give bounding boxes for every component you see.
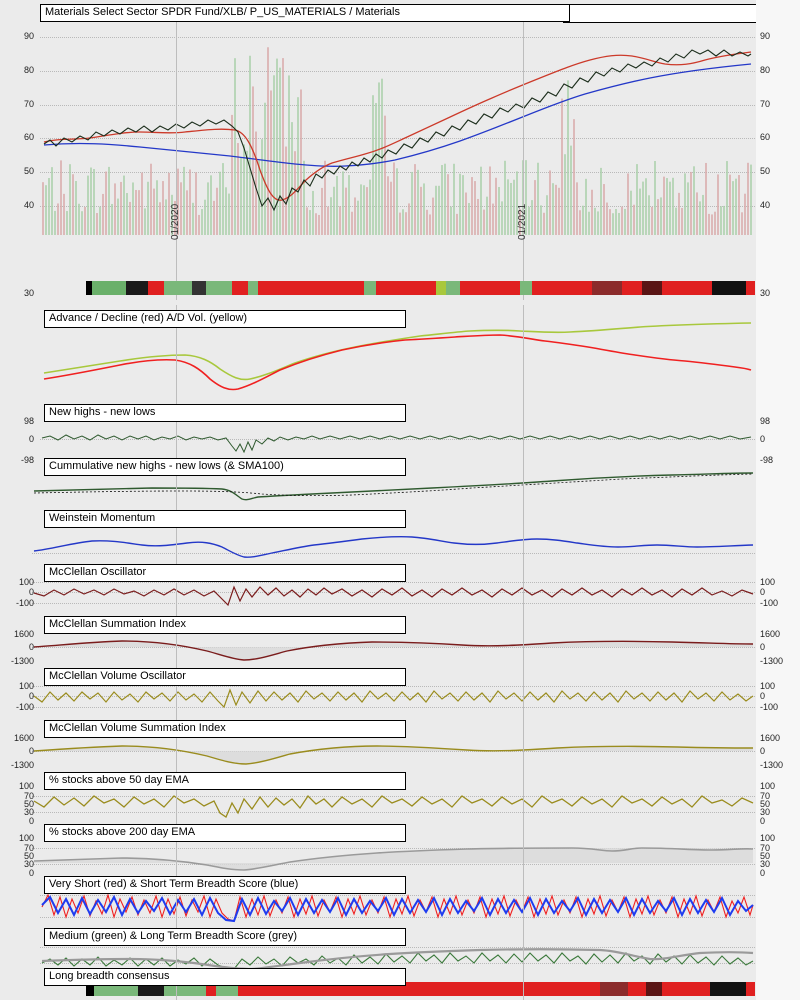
pct-above-200ema-title: % stocks above 200 day EMA: [44, 824, 406, 842]
price-ytick-right-50: 50: [760, 166, 771, 176]
new-highs-new-lows-title: New highs - new lows: [44, 404, 406, 422]
mvo-ytick-right-0: 0: [760, 691, 766, 701]
p200-ytick-right-100: 100: [760, 833, 776, 843]
mvsi-ytick-left-0: 0: [28, 746, 34, 756]
price-ytick-left-40: 40: [23, 200, 34, 210]
top-right-white-strip: [563, 4, 757, 23]
mvo-vline-2021: [523, 665, 524, 717]
msi-ytick-left-1600: 1600: [13, 629, 34, 639]
long-breadth-consensus-title: Long breadth consensus: [44, 968, 406, 986]
cumulative-nhnl-panel: [0, 455, 800, 507]
price-ytick-left-70: 70: [23, 99, 34, 109]
mcclellan-oscillator-title: McClellan Oscillator: [44, 564, 406, 582]
vs-vline-2021: [523, 873, 524, 925]
p200-ytick-left-50: 50: [23, 851, 34, 861]
price-ytick-left-80: 80: [23, 65, 34, 75]
msi-ytick-right-1600: 1600: [760, 629, 781, 639]
nhnl-ytick-right-neg98: -98: [760, 455, 774, 465]
price-ytick-left-90: 90: [23, 31, 34, 41]
p50-ytick-left-30: 30: [23, 807, 34, 817]
price-vline-2020: [176, 20, 177, 300]
mo-ytick-right-100: 100: [760, 577, 776, 587]
price-vline-2021: [523, 20, 524, 300]
nhnl-ytick-right-0: 0: [760, 434, 766, 444]
mo-ytick-right-neg100: -100: [760, 598, 779, 608]
mvsi-ytick-left-neg1300: -1300: [10, 760, 34, 770]
price-ytick-right-90: 90: [760, 31, 771, 41]
price-ytick-right-40: 40: [760, 200, 771, 210]
nhnl-ytick-left-0: 0: [28, 434, 34, 444]
date-label-2021: 01/2021: [517, 203, 528, 240]
p50-vline-2021: [523, 769, 524, 821]
weinstein-vline-2021: [523, 507, 524, 561]
pct-above-50ema-panel: [0, 769, 800, 826]
nhnl-ytick-left-neg98: -98: [20, 455, 34, 465]
p200-ytick-right-30: 30: [760, 859, 771, 869]
ad-vline-2021: [523, 305, 524, 400]
mvo-ytick-left-0: 0: [28, 691, 34, 701]
new-highs-new-lows-svg: [40, 418, 755, 454]
p50-ytick-left-0: 0: [28, 816, 34, 826]
mcclellan-summation-panel: [0, 613, 800, 665]
p200-ytick-left-100: 100: [18, 833, 34, 843]
p200-ytick-right-70: 70: [760, 843, 771, 853]
pct-above-200ema-panel: [0, 821, 800, 878]
breadth-strip-panel: [0, 278, 800, 300]
p50-ytick-right-70: 70: [760, 791, 771, 801]
mvsi-ytick-right-0: 0: [760, 746, 766, 756]
cumulative-nhnl-title: Cummulative new highs - new lows (& SMA100): [44, 458, 406, 476]
price-ytick-right-70: 70: [760, 99, 771, 109]
nhnl-vline-2021: [523, 400, 524, 455]
long-breadth-consensus-panel: [0, 966, 800, 1000]
weinstein-momentum-panel: [0, 507, 800, 561]
mvo-ytick-left-neg100: -100: [15, 702, 34, 712]
price-ytick-right-60: 60: [760, 132, 771, 142]
new-highs-new-lows-panel: [0, 400, 800, 465]
p200-ytick-left-70: 70: [23, 843, 34, 853]
breadth-strip-svg: [40, 278, 755, 298]
consensus-vline-2021: [523, 966, 524, 1000]
p200-ytick-left-0: 0: [28, 868, 34, 878]
mcclellan-oscillator-panel: [0, 561, 800, 613]
medium-long-breadth-title: Medium (green) & Long Term Breadth Score (grey): [44, 928, 406, 946]
p50-ytick-right-50: 50: [760, 799, 771, 809]
advance-decline-title: Advance / Decline (red) A/D Vol. (yellow): [44, 310, 406, 328]
msi-vline-2021: [523, 613, 524, 665]
p50-ytick-right-100: 100: [760, 781, 776, 791]
mvsi-ytick-left-1600: 1600: [13, 733, 34, 743]
mvo-ytick-left-100: 100: [18, 681, 34, 691]
mcclellan-volume-oscillator-title: McClellan Volume Oscillator: [44, 668, 406, 686]
msi-ytick-left-0: 0: [28, 642, 34, 652]
mo-vline-2021: [523, 561, 524, 613]
weinstein-momentum-title: Weinstein Momentum: [44, 510, 406, 528]
mvsi-ytick-right-1600: 1600: [760, 733, 781, 743]
price-ytick-right-80: 80: [760, 65, 771, 75]
chart-header-title: Materials Select Sector SPDR Fund/XLB/ P_US_MATERIALS / Materials: [40, 4, 570, 22]
p50-ytick-right-0: 0: [760, 816, 766, 826]
price-chart-svg: [40, 20, 755, 235]
p200-ytick-right-50: 50: [760, 851, 771, 861]
advance-decline-panel: [0, 305, 800, 400]
mo-ytick-left-100: 100: [18, 577, 34, 587]
mvsi-ytick-right-neg1300: -1300: [760, 760, 784, 770]
mvo-ytick-right-neg100: -100: [760, 702, 779, 712]
msi-ytick-left-neg1300: -1300: [10, 656, 34, 666]
nhnl-ytick-left-98: 98: [23, 416, 34, 426]
p200-ytick-left-30: 30: [23, 859, 34, 869]
very-short-short-breadth-panel: [0, 873, 800, 925]
msi-ytick-right-0: 0: [760, 642, 766, 652]
mo-ytick-right-0: 0: [760, 587, 766, 597]
p200-vline-2021: [523, 821, 524, 873]
mcclellan-summation-title: McClellan Summation Index: [44, 616, 406, 634]
mcclellan-volume-oscillator-panel: [0, 665, 800, 717]
very-short-short-breadth-title: Very Short (red) & Short Term Breadth Score (blue): [44, 876, 406, 894]
mo-ytick-left-0: 0: [28, 587, 34, 597]
mcclellan-volume-summation-panel: [0, 717, 800, 769]
mvsi-vline-2021: [523, 717, 524, 769]
p50-ytick-right-30: 30: [760, 807, 771, 817]
cumnhnl-vline-2021: [523, 455, 524, 507]
mvo-ytick-right-100: 100: [760, 681, 776, 691]
price-ytick-left-50: 50: [23, 166, 34, 176]
mcclellan-volume-summation-title: McClellan Volume Summation Index: [44, 720, 406, 738]
price-ytick-left-30: 30: [23, 288, 34, 298]
price-ytick-right-30: 30: [760, 288, 771, 298]
msi-ytick-right-neg1300: -1300: [760, 656, 784, 666]
nhnl-ytick-right-98: 98: [760, 416, 771, 426]
mo-ytick-left-neg100: -100: [15, 598, 34, 608]
price-ytick-left-60: 60: [23, 132, 34, 142]
price-panel: [0, 0, 800, 300]
p200-ytick-right-0: 0: [760, 868, 766, 878]
p50-ytick-left-100: 100: [18, 781, 34, 791]
pct-above-50ema-title: % stocks above 50 day EMA: [44, 772, 406, 790]
p50-ytick-left-50: 50: [23, 799, 34, 809]
date-label-2020: 01/2020: [170, 203, 181, 240]
p50-ytick-left-70: 70: [23, 791, 34, 801]
